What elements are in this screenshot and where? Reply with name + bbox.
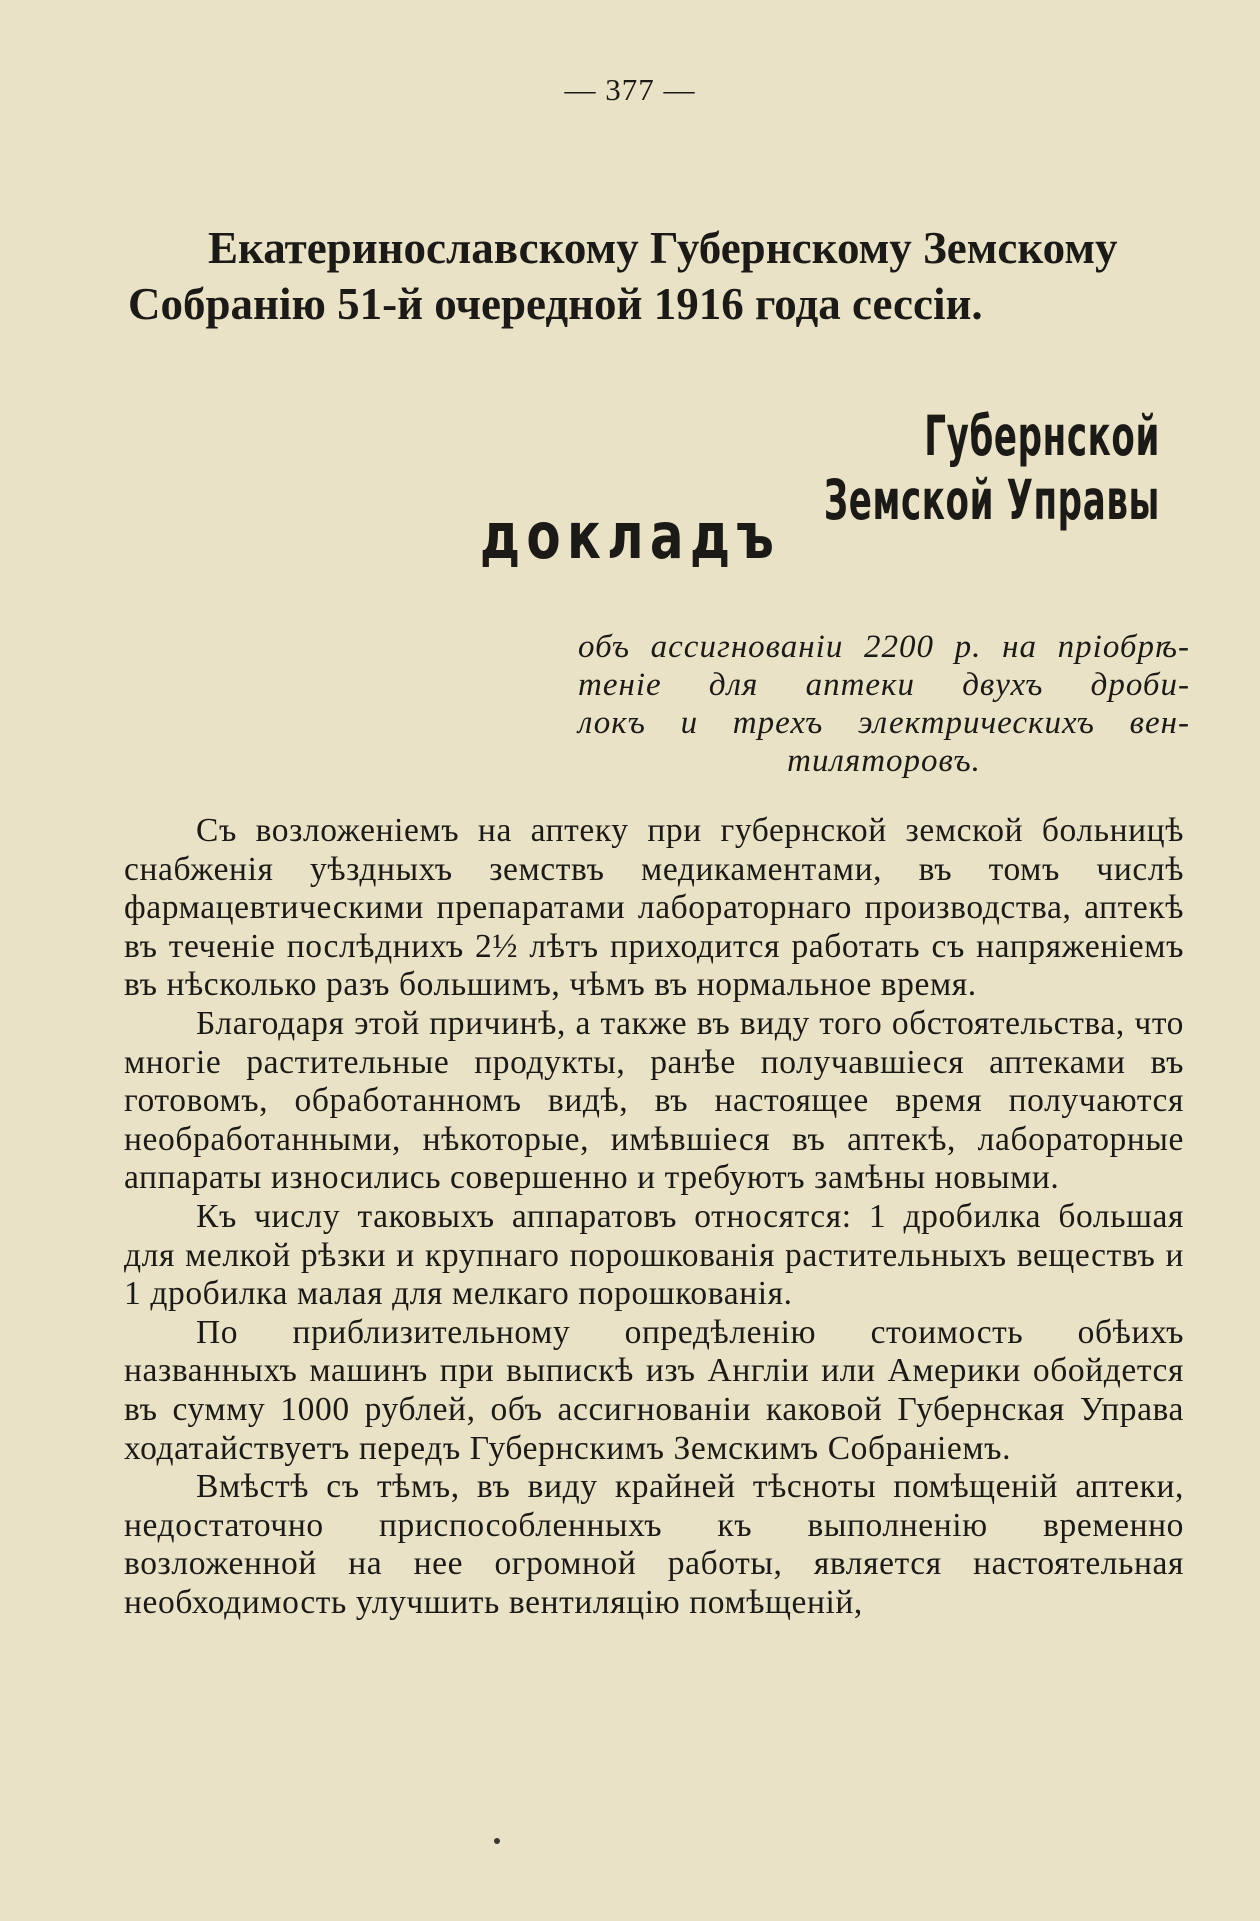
paragraph: Къ числу таковыхъ аппаратовъ относятся: 1 дробилка большая для мелкой рѣзки и крупнаго порошкованія растительныхъ веществъ и 1 дробилка малая для мелкаго порошкованія. <box>124 1197 1184 1313</box>
report-subject <box>578 628 1190 780</box>
paragraph: Вмѣстѣ съ тѣмъ, въ виду крайней тѣсноты помѣщеній аптеки, недостаточно приспособленныхъ къ выполненію временно возложенной на нее огромной работы, является настоятельная необходимость улучшить вентиляцію помѣщеній, <box>124 1468 1184 1621</box>
heading-line-2: Собранію 51-й очередной 1916 года сессіи. <box>128 279 983 329</box>
subject-line-1: объ ассигнованіи 2200 р. на пріобрѣ- <box>578 629 1190 665</box>
paragraph: По приблизительному опредѣленію стоимость обѣихъ названныхъ машинъ при выпискѣ изъ Англіи или Америки обойдется въ сумму 1000 рублей, объ ассигнованіи каковой Губернская Управа ходатайствуетъ передъ Губернскимъ Земскимъ Собраніемъ. <box>124 1313 1184 1467</box>
subject-line-3: локъ и трехъ электрическихъ вен- <box>578 705 1190 741</box>
subject-line-2: теніе для аптеки двухъ дроби- <box>578 667 1190 703</box>
report-body <box>124 812 1184 1622</box>
page-number: — 377 — <box>564 72 696 107</box>
paragraph: Съ возложеніемъ на аптеку при губернской земской больницѣ снабженія уѣздныхъ земствъ медикаментами, въ томъ числѣ фармацевтическими препаратами лабораторнаго производства, аптекѣ въ теченіе послѣднихъ 2½ лѣтъ приходится работать съ напряженіемъ въ нѣсколько разъ большимъ, чѣмъ въ нормальное время. <box>124 812 1184 1004</box>
heading-line-1: Екатеринославскому Губернскому Земскому <box>208 223 1118 273</box>
authority-title: Губернской Земской Управы <box>823 404 1160 532</box>
print-speck <box>494 1838 500 1844</box>
document-type-title: докладъ <box>479 500 781 574</box>
paragraph: Благодаря этой причинѣ, а также въ виду того обстоятельства, что многіе растительные продукты, ранѣе получавшіеся аптеками въ готовомъ, обработанномъ видѣ, въ настоящее время получаются необработанными, нѣкоторые, имѣвшіеся въ аптекѣ, лабораторные аппараты износились совершенно и требуютъ замѣны новыми. <box>124 1004 1184 1197</box>
subject-line-4: тиляторовъ. <box>787 743 981 779</box>
addressee-heading <box>128 220 1188 332</box>
